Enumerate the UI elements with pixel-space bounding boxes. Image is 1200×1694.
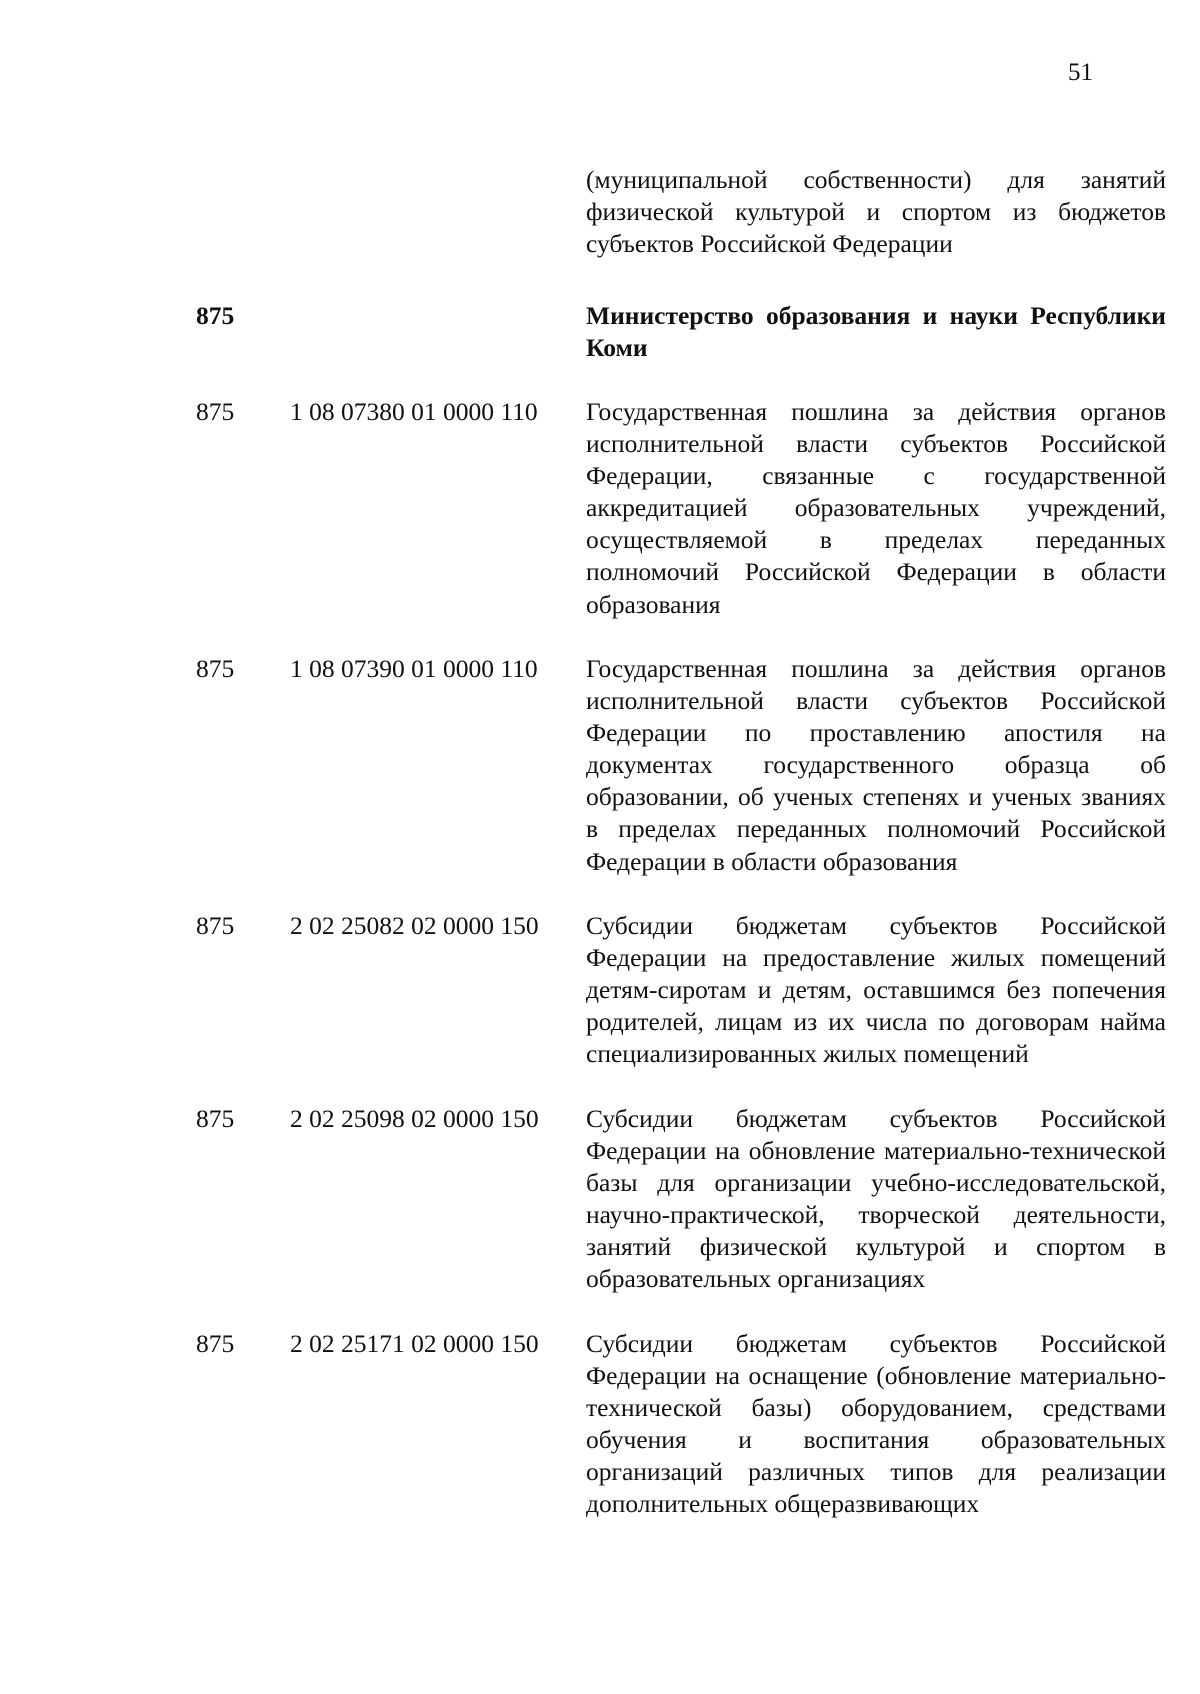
ministry-code: 875 [196,301,235,330]
budget-classification-code: 1 08 07390 01 0000 110 [290,654,538,683]
budget-classification-code: 2 02 25171 02 0000 150 [290,1329,539,1358]
budget-classification-code: 2 02 25082 02 0000 150 [290,911,539,940]
revenue-description: Субсидии бюджетам субъектов Российской Федерации на обновление материально-технической базы для организации учебно-исследовательской, научно-практической, творческой деятельности, занятий физической культурой и спортом в образовательных организациях [586,1104,1166,1294]
page-number: 51 [1068,59,1093,86]
admin-code: 875 [196,911,235,940]
budget-classification-code: 2 02 25098 02 0000 150 [290,1104,539,1133]
admin-code: 875 [196,397,235,426]
budget-classification-code: 1 08 07380 01 0000 110 [290,397,538,426]
admin-code: 875 [196,654,235,683]
admin-code: 875 [196,1104,235,1133]
ministry-name: Министерство образования и науки Республики Коми [586,301,1166,362]
revenue-description: Государственная пошлина за действия органов исполнительной власти субъектов Российской Федерации, связанные с государственной аккредитацией образовательных учреждений, осуществляемой в пределах переданных полномочий Российской Федерации в области образования [586,397,1166,619]
revenue-description: Субсидии бюджетам субъектов Российской Федерации на оснащение (обновление материально-технической базы) оборудованием, средствами обучения и воспитания образовательных организаций различных типов для реализации дополнительных общеразвивающих [586,1329,1166,1519]
continuation-text: (муниципальной собственности) для занятий физической культурой и спортом из бюджетов субъектов Российской Федерации [586,165,1166,258]
revenue-description: Субсидии бюджетам субъектов Российской Федерации на предоставление жилых помещений детям-сиротам и детям, оставшимся без попечения родителей, лицам из их числа по договорам найма специализированных жилых помещений [586,911,1166,1069]
revenue-description: Государственная пошлина за действия органов исполнительной власти субъектов Российской Федерации по проставлению апостиля на документах государственного образца об образовании, об ученых степенях и ученых званиях в пределах переданных полномочий Российской Федерации в области образования [586,654,1166,876]
admin-code: 875 [196,1329,235,1358]
